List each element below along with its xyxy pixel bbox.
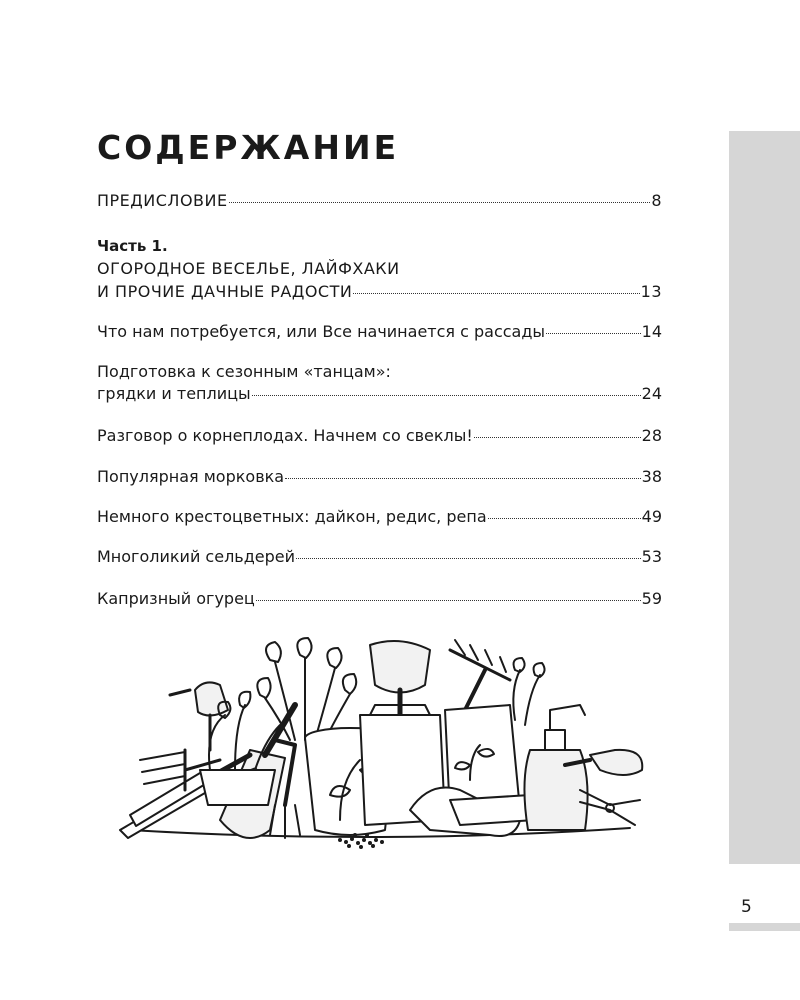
toc-entry-celery[interactable] [97,547,662,567]
toc-label: Разговор о корнеплодах. Начнем со свеклы! [97,426,473,445]
toc-label: Капризный огурец [97,589,255,608]
toc-page-number: 14 [641,322,662,341]
toc-leader-dots [285,477,641,479]
toc-page-number: 59 [641,589,662,608]
chapter-tab-strip [729,131,800,864]
page-number-bar [729,923,800,931]
toc-label: Немного крестоцветных: дайкон, редис, репа [97,507,487,526]
toc-leader-dots [229,201,651,203]
toc-page-number: 53 [641,547,662,566]
small-shovel-icon [170,682,228,750]
toc-entry-beds[interactable] [97,384,662,404]
toc-entry-preface[interactable] [97,191,662,211]
toc-page-number: 38 [641,467,662,486]
toc-label: Что нам потребуется, или Все начинается с рассады [97,322,546,341]
toc-leader-dots [256,599,641,601]
toc-entry-beets[interactable] [97,426,662,446]
toc-leader-dots [252,394,641,396]
toc-leader-dots [474,436,641,438]
toc-page-number: 13 [640,282,662,301]
toc-label: Популярная морковка [97,467,285,486]
part-label: Часть 1. [97,237,168,255]
toc-entry-beds-line1: Подготовка к сезонным «танцам»: [97,362,391,381]
toc-entry-seedlings[interactable] [97,322,662,342]
toc-leader-dots [488,517,641,519]
toc-label: ПРЕДИСЛОВИЕ [97,191,228,210]
bellflower-icon [513,658,544,725]
page-title: СОДЕРЖАНИЕ [97,128,400,167]
secateurs-icon [580,790,640,825]
toc-entry-part-1[interactable] [97,282,662,302]
toc-label: И ПРОЧИЕ ДАЧНЫЕ РАДОСТИ [97,282,353,301]
toc-page-number: 49 [641,507,662,526]
toc-leader-dots [353,292,639,294]
toc-page-number: 28 [641,426,662,445]
part-title-line1: ОГОРОДНОЕ ВЕСЕЛЬЕ, ЛАЙФХАКИ [97,259,400,278]
toc-entry-carrot[interactable] [97,467,662,487]
garden-tools-illustration [110,630,650,865]
toc-entry-cucumber[interactable] [97,589,662,609]
toc-page-number: 8 [651,191,662,210]
page-number: 5 [741,897,752,917]
toc-label: Многоликий сельдерей [97,547,296,566]
toc-leader-dots [296,557,641,559]
spray-bottle-icon [524,705,587,830]
toc-page-number: 24 [641,384,662,403]
toc-leader-dots [546,332,641,334]
toc-entry-cruciferous[interactable] [97,507,662,527]
toc-label: грядки и теплицы [97,384,251,403]
tulips-icon [257,638,356,740]
